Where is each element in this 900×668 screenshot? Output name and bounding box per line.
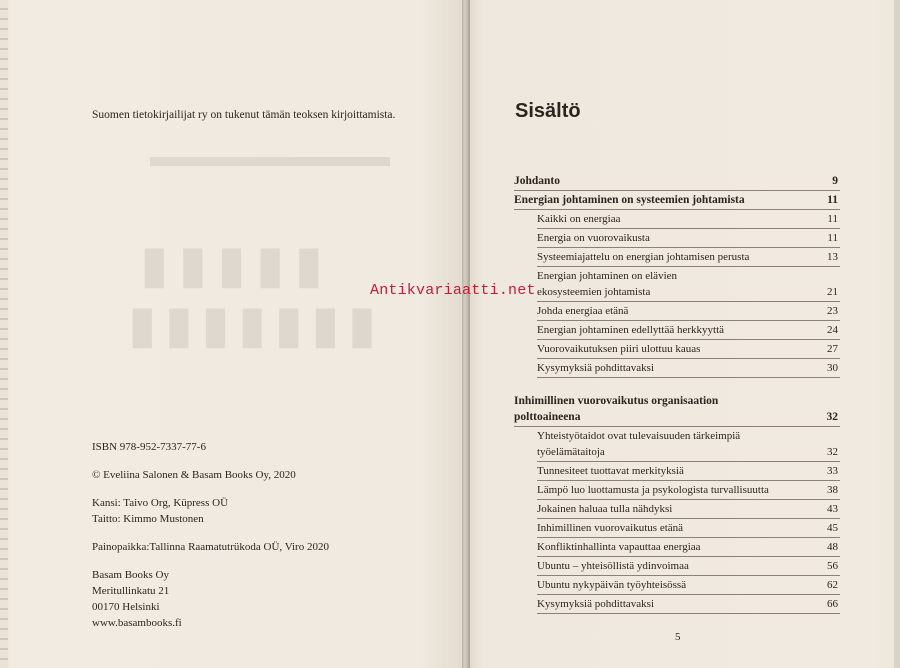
toc-section-row	[537, 340, 840, 359]
page-number: 5	[675, 631, 681, 643]
show-through-title: ▮▮▮▮▮	[130, 236, 324, 294]
toc-entry-label: Johdanto	[514, 175, 561, 187]
toc-entry-label: Energian johtaminen edellyttää herkkyyttä	[537, 324, 725, 336]
toc-page-number: 38	[827, 484, 838, 496]
toc-page-number: 9	[832, 175, 838, 187]
colophon-group	[92, 567, 329, 631]
toc-section-row	[537, 462, 840, 481]
toc-page-number: 66	[827, 598, 838, 610]
toc-page-number: 43	[827, 503, 838, 515]
toc-title: Sisältö	[515, 100, 581, 122]
toc-page-number: 11	[827, 194, 838, 206]
toc-section-row	[537, 557, 840, 576]
toc-page-number: 30	[827, 362, 838, 374]
toc-chapter-row	[514, 191, 840, 210]
toc-page-number: 62	[827, 579, 838, 591]
toc-page-number: 48	[827, 541, 838, 553]
colophon-line: Painopaikka:Tallinna Raamatutrükoda OÜ, Viro 2020	[92, 541, 329, 553]
toc-entry-label: Tunnesiteet tuottavat merkityksiä	[537, 465, 684, 477]
toc-chapter-row	[514, 172, 840, 191]
toc-section-row	[537, 427, 840, 462]
watermark-text: Antikvariaatti.net	[370, 282, 536, 299]
toc-entry-label: Systeemiajattelu on energian johtamisen perusta	[537, 251, 750, 263]
toc-entry-label: Konfliktinhallinta vapauttaa energiaa	[537, 541, 701, 553]
toc-entry-label: Yhteistyötaidot ovat tulevaisuuden tärkeimpiä työelämätaitoja	[537, 430, 741, 458]
colophon-line: Basam Books Oy	[92, 569, 169, 581]
toc-page-number: 27	[827, 343, 838, 355]
toc-section-row	[537, 302, 840, 321]
toc-entry-label: Energian johtaminen on systeemien johtamista	[514, 194, 745, 206]
toc-page-number: 32	[827, 446, 838, 458]
toc-spacer	[514, 378, 840, 392]
toc-page-number: 11	[827, 232, 838, 244]
toc-entry-label: Kysymyksiä pohdittavaksi	[537, 362, 655, 374]
colophon-line: Meritullinkatu 21	[92, 585, 170, 597]
toc-section-row	[537, 538, 840, 557]
toc-page-number: 45	[827, 522, 838, 534]
colophon-group	[92, 495, 329, 527]
colophon	[92, 439, 329, 643]
colophon-line: www.basambooks.fi	[92, 617, 182, 629]
table-of-contents	[514, 172, 840, 614]
toc-page-number: 24	[827, 324, 838, 336]
toc-entry-label: Kysymyksiä pohdittavaksi	[537, 598, 655, 610]
toc-chapter-row	[514, 392, 840, 427]
colophon-group	[92, 467, 329, 483]
colophon-line: © Eveliina Salonen & Basam Books Oy, 2020	[92, 469, 296, 481]
colophon-line: ISBN 978-952-7337-77-6	[92, 441, 206, 453]
toc-page-number: 13	[827, 251, 838, 263]
toc-page-number: 33	[827, 465, 838, 477]
toc-section-row	[537, 229, 840, 248]
toc-section-row	[537, 248, 840, 267]
toc-section-row	[537, 267, 840, 302]
book-gutter	[462, 0, 470, 668]
colophon-line: Kansi: Taivo Org, Küpress OÜ	[92, 497, 229, 509]
toc-entry-label: Ubuntu nykypäivän työyhteisössä	[537, 579, 687, 591]
colophon-line: 00170 Helsinki	[92, 601, 160, 613]
toc-entry-label: Inhimillinen vuorovaikutus organisaation polttoaineena	[514, 395, 719, 423]
support-note: Suomen tietokirjailijat ry on tukenut tämän teoksen kirjoittamista.	[92, 109, 396, 121]
toc-section-row	[537, 359, 840, 378]
show-through-title-2: ▮▮▮▮▮▮▮	[120, 296, 377, 354]
toc-entry-label: Jokainen haluaa tulla nähdyksi	[537, 503, 673, 515]
toc-page-number: 56	[827, 560, 838, 572]
toc-section-row	[537, 519, 840, 538]
toc-page-number: 21	[827, 286, 838, 298]
toc-entry-label: Kaikki on energiaa	[537, 213, 621, 225]
toc-page-number: 23	[827, 305, 838, 317]
toc-section-row	[537, 481, 840, 500]
colophon-line: Taitto: Kimmo Mustonen	[92, 513, 204, 525]
toc-entry-label: Energia on vuorovaikusta	[537, 232, 650, 244]
page-edge	[0, 0, 8, 668]
page-edge-right	[894, 0, 900, 668]
toc-page-number: 11	[827, 213, 838, 225]
toc-entry-label: Lämpö luo luottamusta ja psykologista turvallisuutta	[537, 484, 769, 496]
toc-entry-label: Energian johtaminen on elävien ekosysteemien johtamista	[537, 270, 678, 298]
toc-entry-label: Vuorovaikutuksen piiri ulottuu kauas	[537, 343, 701, 355]
colophon-group	[92, 439, 329, 455]
show-through-author: ▬▬▬▬▬▬▬▬	[150, 140, 390, 173]
toc-section-row	[537, 576, 840, 595]
toc-entry-label: Johda energiaa etänä	[537, 305, 629, 317]
toc-entry-label: Inhimillinen vuorovaikutus etänä	[537, 522, 684, 534]
toc-page-number: 32	[826, 411, 838, 423]
toc-section-row	[537, 500, 840, 519]
toc-section-row	[537, 595, 840, 614]
toc-entry-label: Ubuntu – yhteisöllistä ydinvoimaa	[537, 560, 689, 572]
toc-section-row	[537, 321, 840, 340]
colophon-group	[92, 539, 329, 555]
toc-section-row	[537, 210, 840, 229]
